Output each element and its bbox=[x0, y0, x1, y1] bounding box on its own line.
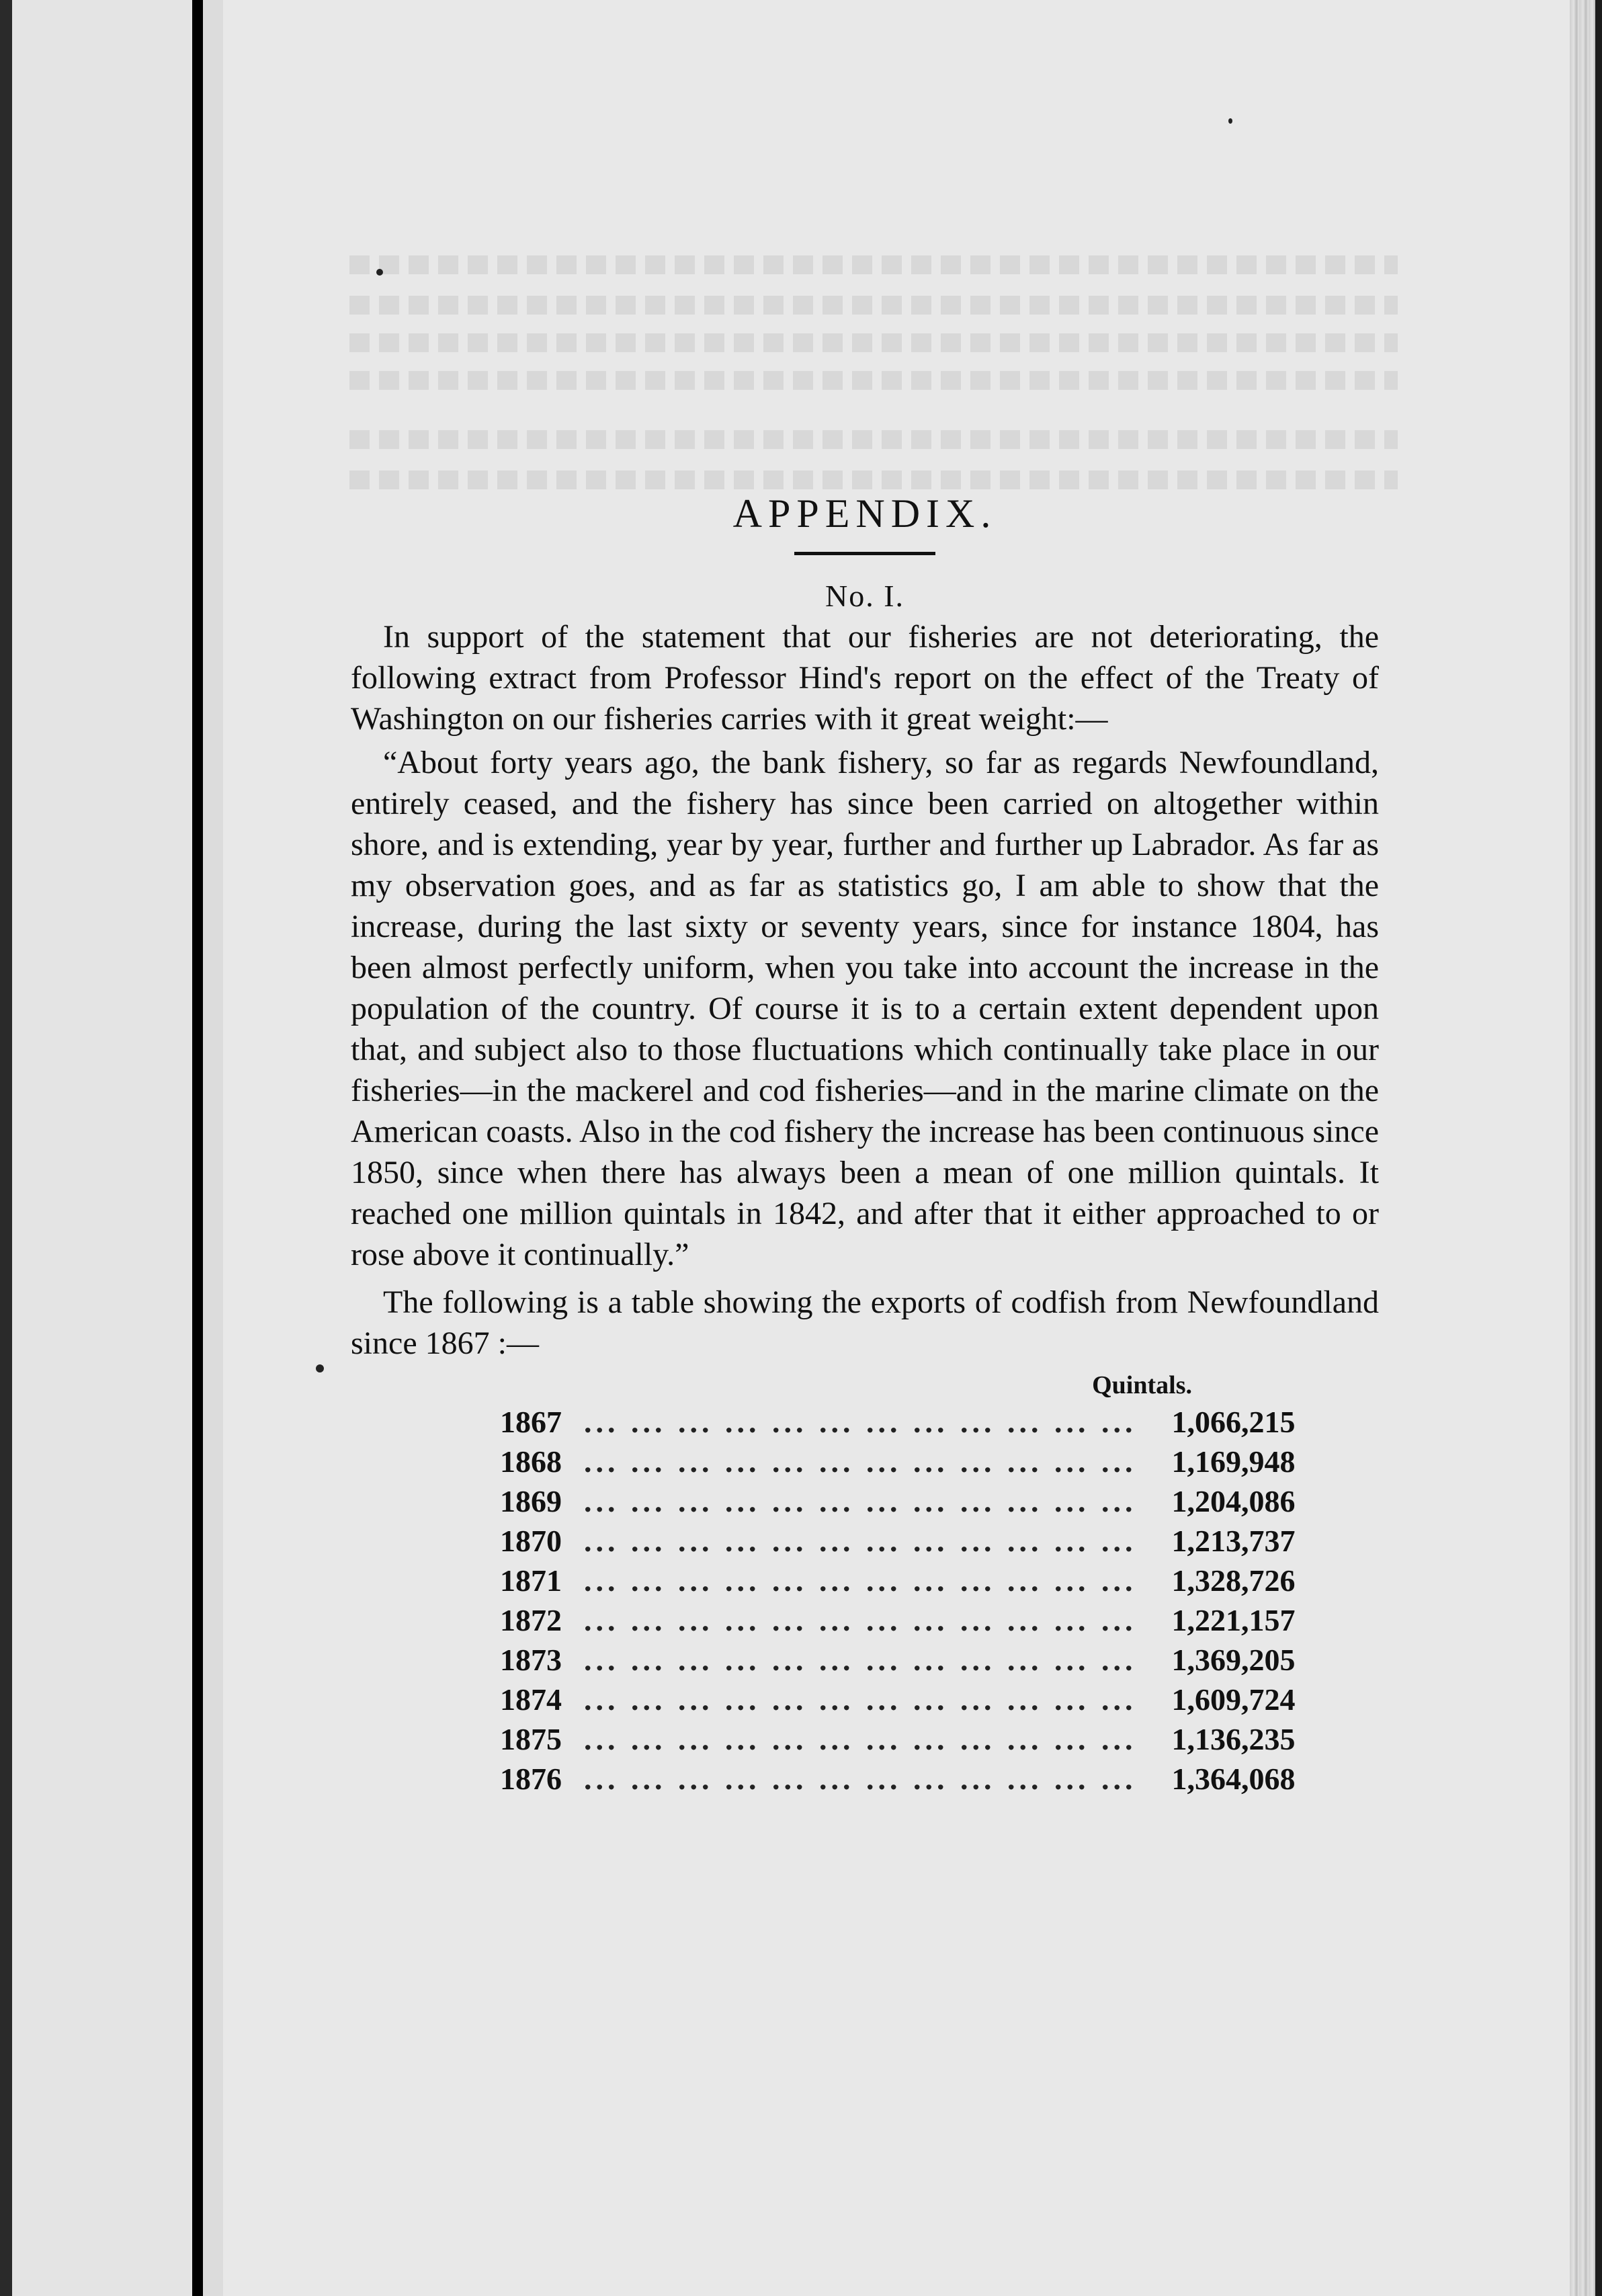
quintals-cell: 1,364,068 bbox=[1171, 1762, 1296, 1796]
quintals-cell: 1,213,737 bbox=[1171, 1524, 1296, 1558]
appendix-heading: APPENDIX. bbox=[732, 491, 997, 536]
dot-leader: ... ... ... ... ... ... ... ... ... ... ... ... bbox=[584, 1682, 1137, 1717]
dot-leader: ... ... ... ... ... ... ... ... ... ... ... ... bbox=[584, 1722, 1137, 1756]
book-spine bbox=[192, 0, 203, 2296]
dot-leader: ... ... ... ... ... ... ... ... ... ... ... ... bbox=[584, 1484, 1137, 1518]
scan-left-border bbox=[0, 0, 12, 2296]
scan-right-border bbox=[1595, 0, 1602, 2296]
table-row bbox=[500, 1721, 1296, 1761]
quintals-cell: 1,066,215 bbox=[1171, 1405, 1296, 1439]
quintals-cell: 1,136,235 bbox=[1171, 1722, 1296, 1756]
year-cell: 1868 bbox=[500, 1444, 562, 1479]
show-through-line bbox=[349, 333, 1398, 352]
year-cell: 1870 bbox=[500, 1524, 562, 1558]
dot-leader: ... ... ... ... ... ... ... ... ... ... ... ... bbox=[584, 1405, 1137, 1439]
show-through-line bbox=[349, 296, 1398, 315]
show-through-line bbox=[349, 470, 1398, 489]
year-cell: 1875 bbox=[500, 1722, 562, 1756]
show-through-line bbox=[349, 371, 1398, 390]
dot-leader: ... ... ... ... ... ... ... ... ... ... ... ... bbox=[584, 1563, 1137, 1598]
table-row bbox=[500, 1682, 1296, 1721]
paper-speck bbox=[1228, 118, 1232, 124]
gutter bbox=[203, 0, 223, 2296]
quintals-cell: 1,369,205 bbox=[1171, 1643, 1296, 1677]
dot-leader: ... ... ... ... ... ... ... ... ... ... ... ... bbox=[584, 1444, 1137, 1479]
section-number: No. I. bbox=[825, 579, 905, 613]
adjacent-page-edge bbox=[12, 0, 192, 2296]
show-through-line bbox=[349, 255, 1398, 274]
heading-rule bbox=[794, 552, 935, 555]
quintals-column-header: Quintals. bbox=[1092, 1371, 1192, 1399]
show-through-line bbox=[349, 430, 1398, 449]
quintals-cell: 1,169,948 bbox=[1171, 1444, 1296, 1479]
table-row bbox=[500, 1523, 1296, 1563]
dot-leader: ... ... ... ... ... ... ... ... ... ... ... ... bbox=[584, 1643, 1137, 1677]
paper-speck bbox=[376, 269, 383, 276]
year-cell: 1871 bbox=[500, 1563, 562, 1598]
table-row bbox=[500, 1563, 1296, 1602]
page-content bbox=[351, 491, 1379, 1801]
year-cell: 1867 bbox=[500, 1405, 562, 1439]
table-row bbox=[500, 1483, 1296, 1523]
year-cell: 1874 bbox=[500, 1682, 562, 1717]
year-cell: 1876 bbox=[500, 1762, 562, 1796]
year-cell: 1873 bbox=[500, 1643, 562, 1677]
quoted-extract: “About forty years ago, the bank fishery, so far as regards Newfoundland, entirely ceased, and the fishery has since been carried on altogether within shore, and is extending, year by year, further and further up Labrador. As far as my observation goes, and as far as statistics go, I am able to show that the increase, during the last sixty or seventy years, since for instance 1804, has been almost perfectly uniform, when you take into account the increase in the population of the country. Of course it is to a certain extent dependent upon that, and subject also to those fluctuations which continually take place in our fisheries—in the mackerel and cod fisheries—and in the marine climate on the American coasts. Also in the cod fishery the increase has been continuous since 1850, since when there has always been a mean of one million quintals. It reached one million quintals in 1842, and after that it either approached to or rose above it continually.” bbox=[351, 745, 1379, 1272]
codfish-exports-table bbox=[500, 1366, 1296, 1801]
table-row bbox=[500, 1444, 1296, 1483]
quintals-cell: 1,204,086 bbox=[1171, 1484, 1296, 1518]
table-introduction: The following is a table showing the exports of codfish from Newfoundland since 1867 :— bbox=[351, 1284, 1379, 1361]
table-row bbox=[500, 1404, 1296, 1444]
intro-paragraph: In support of the statement that our fisheries are not deteriorating, the following extract from Professor Hind's report on the effect of the Treaty of Washington on our fisheries carries with it great weight:— bbox=[351, 619, 1379, 737]
table-row bbox=[500, 1642, 1296, 1682]
year-cell: 1869 bbox=[500, 1484, 562, 1518]
dot-leader: ... ... ... ... ... ... ... ... ... ... ... ... bbox=[584, 1524, 1137, 1558]
table-row bbox=[500, 1761, 1296, 1801]
paper-speck bbox=[316, 1364, 324, 1372]
quintals-cell: 1,328,726 bbox=[1171, 1563, 1296, 1598]
dot-leader: ... ... ... ... ... ... ... ... ... ... ... ... bbox=[584, 1603, 1137, 1637]
year-cell: 1872 bbox=[500, 1603, 562, 1637]
table-row bbox=[500, 1602, 1296, 1642]
quintals-cell: 1,609,724 bbox=[1171, 1682, 1296, 1717]
quintals-cell: 1,221,157 bbox=[1171, 1603, 1296, 1637]
dot-leader: ... ... ... ... ... ... ... ... ... ... ... ... bbox=[584, 1762, 1137, 1796]
